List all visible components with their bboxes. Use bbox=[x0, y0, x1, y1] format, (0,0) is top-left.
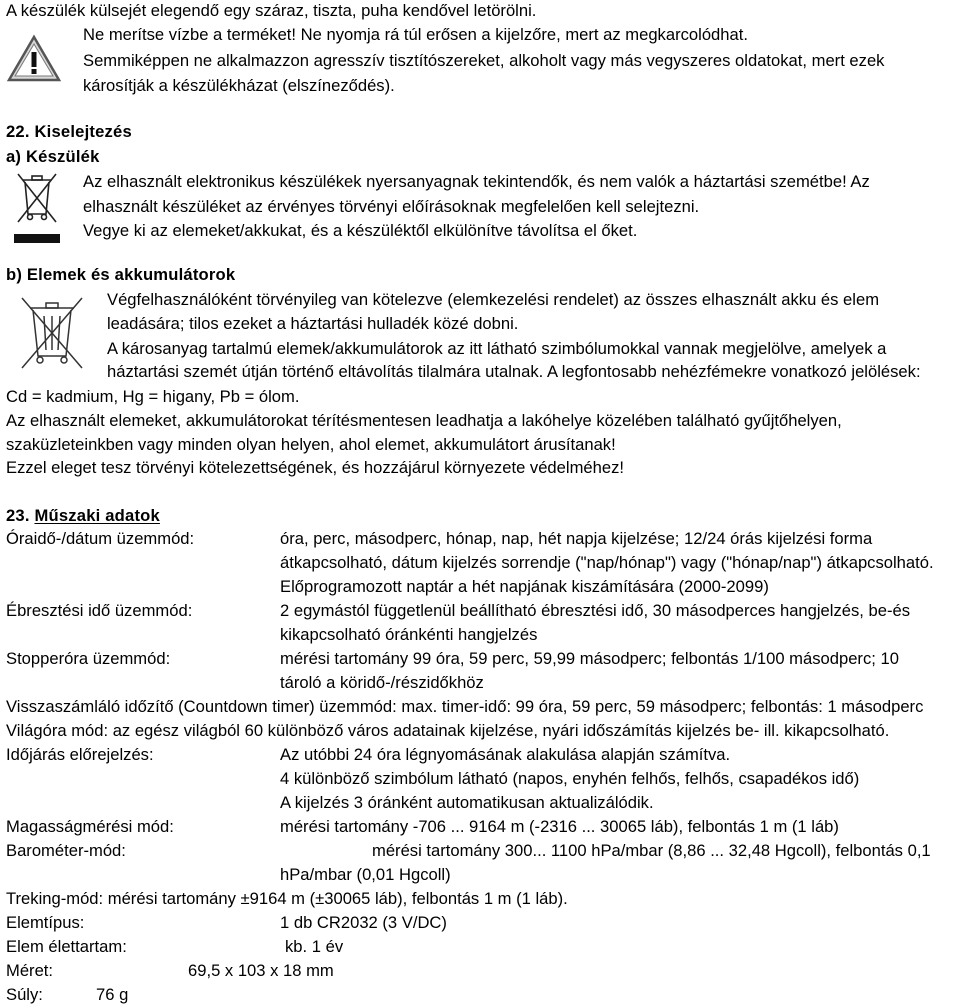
device-heading: a) Készülék bbox=[6, 147, 100, 166]
care-line-2: Ne merítse vízbe a terméket! Ne nyomja rá túl erősen a kijelzőre, mert az megkarcolódhat. bbox=[83, 25, 748, 44]
worldtime-line: Világóra mód: az egész világból 60 különböző város adatainak kijelzése, nyári időszámítás kijelzés be- ill. kikapcsolható. bbox=[6, 721, 890, 740]
weather-line-2: 4 különböző szimbólum látható (napos, enyhén felhős, felhős, csapadékos idő) bbox=[280, 769, 860, 788]
size-label: Méret: bbox=[6, 961, 54, 980]
clock-line-3: Előprogramozott naptár a hét napjának kiszámítására (2000-2099) bbox=[280, 577, 769, 596]
device-line-1: Az elhasznált elektronikus készülékek nyersanyagnak tekintendők, és nem valók a háztartási szemétbe! Az bbox=[83, 172, 870, 191]
weather-line-1: Az utóbbi 24 óra légnyomásának alakulása alapján számítva. bbox=[280, 745, 731, 764]
weather-label: Időjárás előrejelzés: bbox=[6, 745, 154, 764]
specs-heading: 23. Műszaki adatok bbox=[6, 506, 160, 525]
battery-line-2: leadására; tilos ezeket a háztartási hulladék közé dobni. bbox=[107, 314, 519, 333]
alarm-line-1: 2 egymástól függetlenül beállítható ébresztési idő, 30 másodperces hangjelzés, be-és bbox=[280, 601, 911, 620]
trekking-line: Treking-mód: mérési tartomány ±9164 m (±30065 láb), felbontás 1 m (1 láb). bbox=[6, 889, 568, 908]
barometer-label: Barométer-mód: bbox=[6, 841, 126, 860]
care-line-3: Semmiképpen ne alkalmazzon agresszív tisztítószereket, alkoholt vagy más vegyszeres oldatokat, mert ezek bbox=[83, 51, 885, 70]
battery-type-value: 1 db CR2032 (3 V/DC) bbox=[280, 913, 447, 932]
countdown-line: Visszaszámláló időzítő (Countdown timer) üzemmód: max. timer-idő: 99 óra, 59 perc, 59 másodperc; felbontás: 1 másodperc bbox=[6, 697, 924, 716]
alarm-line-2: kikapcsolható óránkénti hangjelzés bbox=[280, 625, 538, 644]
stopwatch-label: Stopperóra üzemmód: bbox=[6, 649, 171, 668]
size-value: 69,5 x 103 x 18 mm bbox=[188, 961, 334, 980]
crossed-bin-icon bbox=[14, 170, 60, 244]
weather-line-3: A kijelzés 3 óránként automatikusan aktualizálódik. bbox=[280, 793, 654, 812]
stopwatch-line-1: mérési tartomány 99 óra, 59 perc, 59,99 másodperc; felbontás 1/100 másodperc; 10 bbox=[280, 649, 899, 668]
battery-line-3: A károsanyag tartalmú elemek/akkumulátorok az itt látható szimbólumokkal vannak megjelölve, amelyek a bbox=[107, 339, 887, 358]
alarm-label: Ébresztési idő üzemmód: bbox=[6, 601, 193, 620]
battery-type-label: Elemtípus: bbox=[6, 913, 85, 932]
battery-line-5: Cd = kadmium, Hg = higany, Pb = ólom. bbox=[6, 387, 300, 406]
crossed-bin-icon bbox=[14, 292, 90, 372]
battery-heading: b) Elemek és akkumulátorok bbox=[6, 265, 236, 284]
warning-triangle-icon bbox=[6, 34, 62, 84]
altitude-value: mérési tartomány -706 ... 9164 m (-2316 ... 30065 láb), felbontás 1 m (1 láb) bbox=[280, 817, 839, 836]
clock-line-1: óra, perc, másodperc, hónap, nap, hét napja kijelzése; 12/24 órás kijelzési forma bbox=[280, 529, 873, 548]
stopwatch-line-2: tároló a köridő-/részidőkhöz bbox=[280, 673, 484, 692]
altitude-label: Magasságmérési mód: bbox=[6, 817, 174, 836]
battery-line-7: szaküzleteinkben vagy minden olyan helyen, ahol elemet, akkumulátort árusítanak! bbox=[6, 435, 616, 454]
device-line-2: elhasznált készüléket az érvényes törvényi előírásoknak megfelelően kell selejtezni. bbox=[83, 197, 700, 216]
barometer-line-2: hPa/mbar (0,01 Hgcoll) bbox=[280, 865, 451, 884]
specs-heading-underlined: Műszaki adatok bbox=[34, 506, 160, 525]
battery-line-8: Ezzel eleget tesz törvényi kötelezettségének, és hozzájárul környezete védelméhez! bbox=[6, 458, 624, 477]
clock-line-2: átkapcsolható, dátum kijelzés sorrendje ("nap/hónap") vagy ("hónap/nap") átkapcsolható. bbox=[280, 553, 934, 572]
weight-value: 76 g bbox=[96, 985, 129, 1004]
disposal-heading: 22. Kiselejtezés bbox=[6, 122, 132, 141]
battery-line-6: Az elhasznált elemeket, akkumulátorokat térítésmentesen leadhatja a lakóhelye közelében található gyűjtőhelyen, bbox=[6, 411, 842, 430]
battery-line-4: háztartási szemét útján történő eltávolítás tilalmára utalnak. A legfontosabb nehézfémekre vonatkozó jelölések: bbox=[107, 362, 921, 381]
battery-life-label: Elem élettartam: bbox=[6, 937, 127, 956]
battery-life-value: kb. 1 év bbox=[285, 937, 344, 956]
care-line-1: A készülék külsejét elegendő egy száraz, tiszta, puha kendővel letörölni. bbox=[6, 1, 537, 20]
barometer-line-1: mérési tartomány 300... 1100 hPa/mbar (8,86 ... 32,48 Hgcoll), felbontás 0,1 bbox=[372, 841, 931, 860]
weight-label: Súly: bbox=[6, 985, 43, 1004]
battery-line-1: Végfelhasználóként törvényileg van kötelezve (elemkezelési rendelet) az összes elhasznált akku és elem bbox=[107, 290, 880, 309]
clock-label: Óraidő-/dátum üzemmód: bbox=[6, 529, 195, 548]
care-line-4: károsítják a készülékházat (elszíneződés). bbox=[83, 76, 395, 95]
device-line-3: Vegye ki az elemeket/akkukat, és a készüléktől elkülönítve távolítsa el őket. bbox=[83, 221, 638, 240]
